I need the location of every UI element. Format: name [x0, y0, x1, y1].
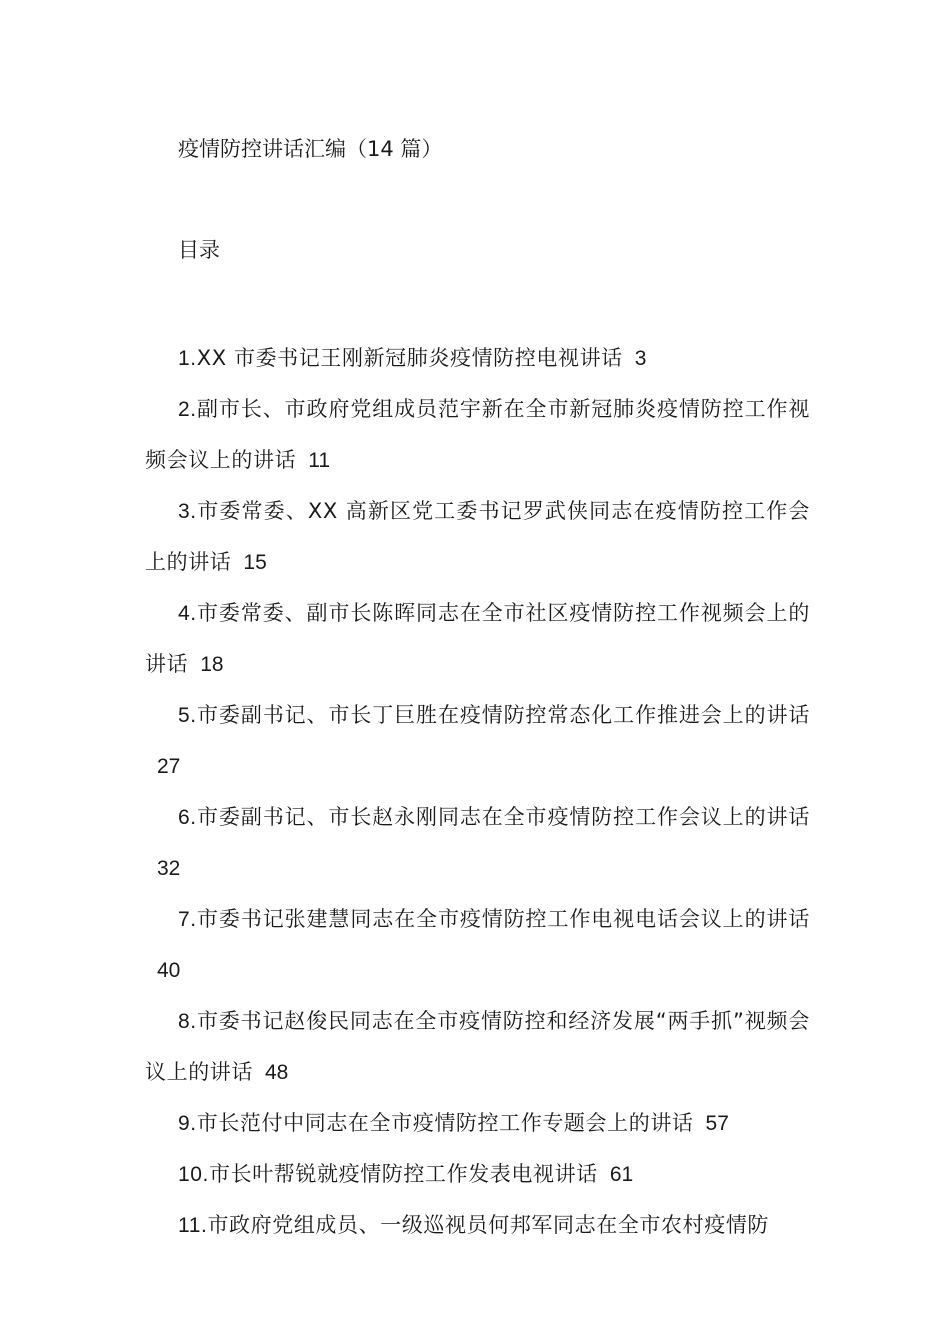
- toc-entry-page: 11: [308, 449, 331, 472]
- toc-entry-number: 1.: [178, 347, 197, 370]
- toc-entry-number: 6.: [178, 806, 197, 829]
- toc-entry-page: 61: [609, 1163, 634, 1186]
- toc-entry-number: 8.: [178, 1010, 197, 1033]
- toc-entry-number: 9.: [178, 1112, 197, 1135]
- toc-entry-number: 3.: [178, 500, 197, 523]
- toc-entry[interactable]: [145, 333, 810, 384]
- toc-entry-page: 48: [265, 1061, 289, 1084]
- toc-entry-text: 市委副书记、市长赵永刚同志在全市疫情防控工作会议上的讲话: [196, 805, 810, 829]
- toc-entry[interactable]: [145, 690, 810, 792]
- toc-entry[interactable]: [145, 1098, 810, 1149]
- toc-entry-number: 7.: [178, 908, 197, 931]
- table-of-contents: [145, 333, 810, 1251]
- toc-heading: 目录: [178, 238, 220, 262]
- toc-entry-text: 市长范付中同志在全市疫情防控工作专题会上的讲话: [196, 1111, 694, 1135]
- toc-entry-text: 市长叶帮锐就疫情防控工作发表电视讲话: [209, 1162, 598, 1186]
- toc-entry-page: 3: [634, 347, 647, 370]
- toc-entry-page: 15: [243, 551, 267, 574]
- toc-entry-text: 市委常委、副市长陈晖同志在全市社区疫情防控工作视频会上的讲话: [145, 601, 810, 676]
- toc-entry-number: 2.: [178, 398, 197, 421]
- toc-entry-text: 市政府党组成员、一级巡视员何邦军同志在全市农村疫情防: [207, 1213, 770, 1237]
- toc-entry[interactable]: [145, 1149, 810, 1200]
- toc-entry-text: XX 市委书记王刚新冠肺炎疫情防控电视讲话: [196, 346, 623, 370]
- toc-entry-page: 40: [157, 959, 181, 982]
- toc-entry[interactable]: [145, 384, 810, 486]
- toc-entry-text: 市委副书记、市长丁巨胜在疫情防控常态化工作推进会上的讲话: [196, 703, 810, 727]
- toc-entry[interactable]: [145, 486, 810, 588]
- toc-entry[interactable]: [145, 894, 810, 996]
- toc-entry-number: 4.: [178, 602, 197, 625]
- toc-entry-number: 5.: [178, 704, 197, 727]
- toc-entry-text: 副市长、市政府党组成员范宇新在全市新冠肺炎疫情防控工作视频会议上的讲话: [145, 397, 810, 472]
- toc-entry[interactable]: [145, 792, 810, 894]
- toc-entry-page: 57: [705, 1112, 729, 1135]
- toc-entry[interactable]: [145, 996, 810, 1098]
- toc-entry-page: 18: [200, 653, 224, 676]
- toc-entry-page: 32: [157, 857, 181, 880]
- toc-entry[interactable]: [145, 1200, 810, 1251]
- toc-entry[interactable]: [145, 588, 810, 690]
- document-title: 疫情防控讲话汇编（14 篇）: [178, 137, 443, 161]
- toc-entry-text: 市委常委、XX 高新区党工委书记罗武侠同志在疫情防控工作会上的讲话: [145, 499, 810, 574]
- toc-entry-number: 10.: [178, 1163, 209, 1186]
- toc-entry-page: 27: [157, 755, 181, 778]
- toc-entry-number: 11.: [178, 1214, 208, 1237]
- toc-entry-text: 市委书记张建慧同志在全市疫情防控工作电视电话会议上的讲话: [196, 907, 810, 931]
- toc-entry-text: 市委书记赵俊民同志在全市疫情防控和经济发展“两手抓”视频会议上的讲话: [145, 1009, 810, 1084]
